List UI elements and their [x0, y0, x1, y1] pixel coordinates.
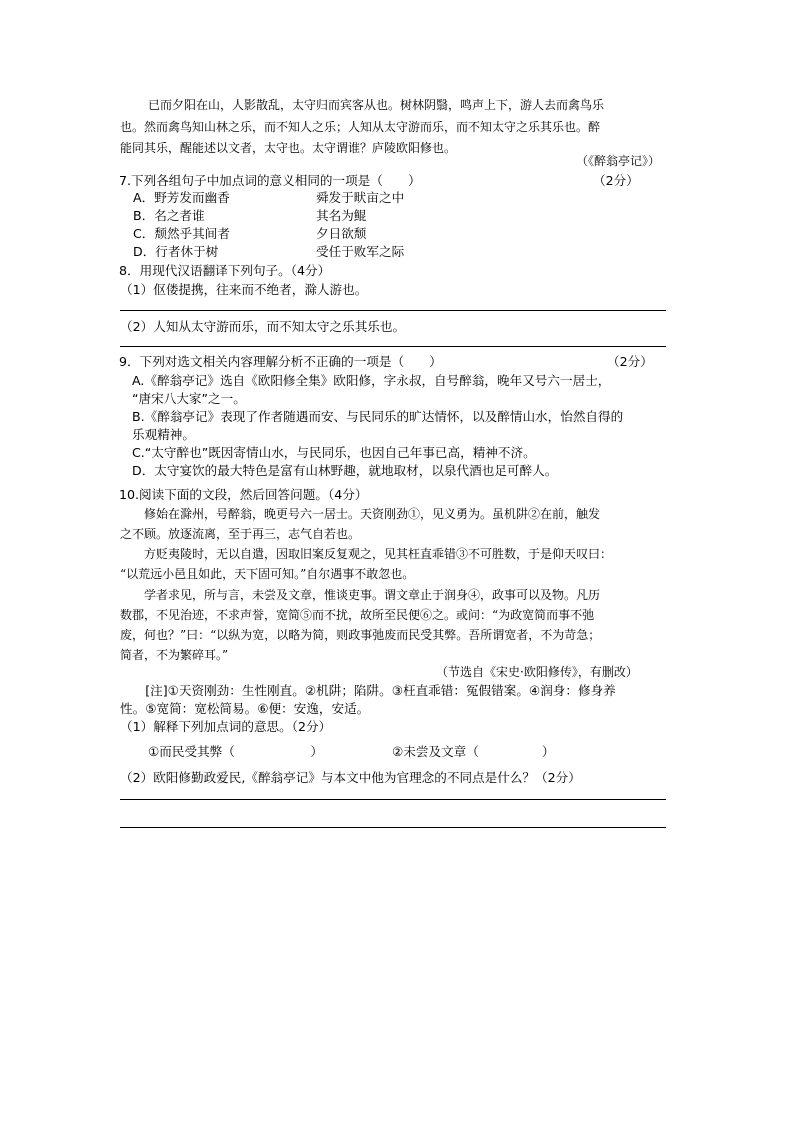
- q7-option-b: B．名之者谁: [133, 208, 205, 223]
- q10-text-line-3: 方贬夷陵时，无以自遣，因取旧案反复观之，见其枉直乖错③不可胜数，于是仰天叹曰：: [120, 547, 613, 561]
- q10-source: （节选自《宋史·欧阳修传》，有删改）: [436, 665, 638, 679]
- q8-item-2: （2）人知从太守游而乐，而不知太守之乐其乐也。: [120, 319, 406, 334]
- q9-option-d: D．太守宴饮的最大特色是富有山林野趣，就地取材，以泉代酒也足可醉人。: [132, 463, 558, 478]
- answer-line: [120, 310, 666, 311]
- q10-sub1-item-2: ②未尝及文章（ ）: [392, 744, 555, 759]
- q10-text-line-6: 数郡，不见治迹，不求声誉，宽简⑤而不扰，故所至民便⑥之。或问：“为政宽简而事不弛: [120, 608, 595, 622]
- passage-source: （《醉翁亭记》）: [576, 154, 661, 168]
- passage-line-2: 也。然而禽鸟知山林之乐，而不知人之乐；人知从太守游而乐，而不知太守之乐其乐也。醉: [120, 120, 601, 134]
- q10-text-line-8: 简者，不为繁碎耳。”: [120, 648, 229, 662]
- q8-item-1: （1）伛偻提携，往来而不绝者，滁人游也。: [120, 282, 368, 297]
- q10-sub1-item-1: ①而民受其弊（ ）: [148, 744, 324, 759]
- q7-option-a-right: 舜发于畎亩之中: [316, 190, 405, 205]
- q10-notes-line-2: 性。⑤宽简：宽松简易。⑥便：安逸，安适。: [120, 701, 370, 716]
- q9-option-b-line-2: 乐观精神。: [132, 427, 195, 442]
- passage-line-3: 能同其乐，醒能述以文者，太守也。太守谓谁？庐陵欧阳修也。: [120, 141, 457, 155]
- q10-text-line-4: “以荒远小邑且如此，天下固可知。”自尔遇事不敢忽也。: [120, 567, 415, 581]
- q7-score: （2分）: [593, 173, 639, 188]
- answer-line: [120, 346, 666, 347]
- q10-text-line-2: 之不顾。放逐流离，至于再三，志气自若也。: [120, 527, 361, 541]
- answer-line: [120, 827, 666, 828]
- q10-text-line-7: 废，何也？”曰：“以纵为宽，以略为简，则政事弛废而民受其弊。吾所谓宽者，不为苛急；: [120, 628, 601, 642]
- q7-option-b-right: 其名为鲲: [316, 208, 367, 223]
- q9-stem: 9．下列对选文相关内容理解分析不正确的一项是（ ）: [119, 354, 442, 369]
- q9-score: （2分）: [607, 354, 653, 369]
- q7-option-d: D．行者休于树: [133, 244, 219, 259]
- q10-notes-line-1: [注]①天资刚劲：生性刚直。②机阱；陷阱。③枉直乖错：冤假错案。④润身：修身养: [120, 683, 616, 698]
- q10-text-line-5: 学者求见，所与言，未尝及文章，惟谈吏事。谓文章止于润身④，政事可以及物。凡历: [120, 588, 601, 602]
- q9-option-a-line-2: “唐宋八大家”之一。: [132, 391, 246, 406]
- q7-option-c: C．颓然乎其间者: [133, 226, 230, 241]
- q8-stem: 8．用现代汉语翻译下列句子。（4分）: [119, 263, 331, 278]
- q9-option-a-line-1: A.《醉翁亭记》选自《欧阳修全集》欧阳修，字永叔，自号醉翁，晚年又号六一居士，: [132, 373, 611, 388]
- q7-stem: 7.下列各组句子中加点词的意义相同的一项是（ ）: [119, 173, 421, 188]
- q10-stem: 10.阅读下面的文段，然后回答问题。（4分）: [119, 487, 368, 502]
- passage-line-1: 已而夕阳在山，人影散乱，太守归而宾客从也。树林阴翳，鸣声上下，游人去而禽鸟乐: [148, 98, 605, 112]
- q10-sub1: （1）解释下列加点词的意思。（2分）: [120, 719, 332, 734]
- q7-option-a: A．野芳发而幽香: [133, 190, 230, 205]
- q7-option-c-right: 夕日欲颓: [316, 226, 367, 241]
- q9-option-c: C.“太守醉也”既因寄情山水，与民同乐，也因自己年事已高，精神不济。: [132, 445, 536, 460]
- q10-sub2: （2）欧阳修勤政爱民,《醉翁亭记》与本文中他为官理念的不同点是什么？（2分）: [120, 770, 581, 785]
- q9-option-b-line-1: B.《醉翁亭记》表现了作者随遇而安、与民同乐的旷达情怀，以及醉情山水，怡然自得的: [132, 409, 624, 424]
- q7-option-d-right: 受任于败军之际: [316, 244, 405, 259]
- answer-line: [120, 799, 666, 800]
- q10-text-line-1: 修始在滁州，号醉翁，晚更号六一居士。天资刚劲①，见义勇为。虽机阱②在前，触发: [120, 507, 601, 521]
